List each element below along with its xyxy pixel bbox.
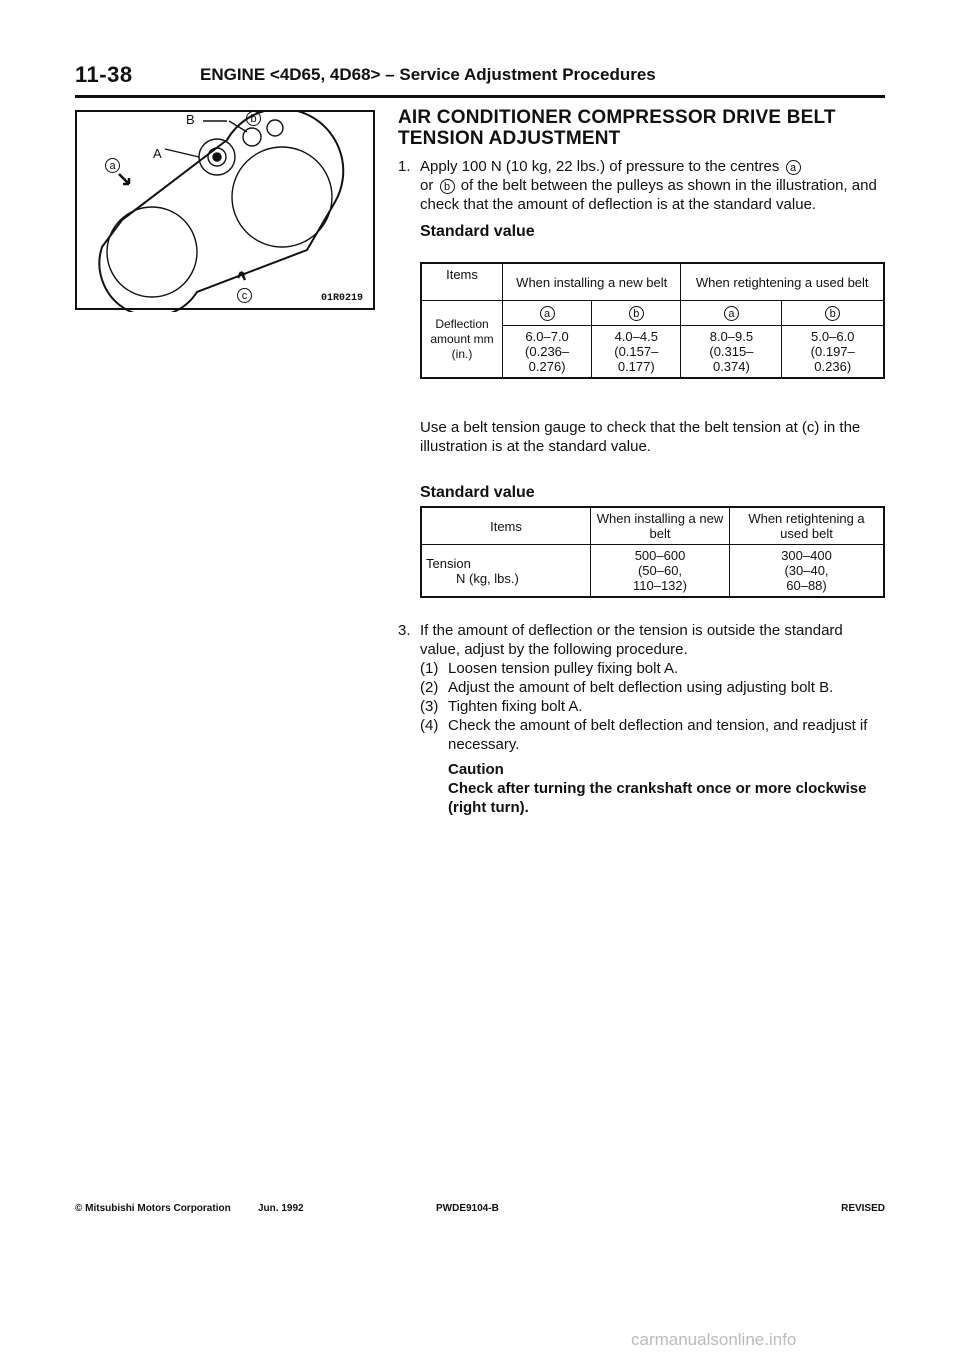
caution-text: Check after turning the crankshaft once or more clockwise (right turn).: [448, 780, 867, 816]
table1-new-belt-header: When installing a new belt: [503, 263, 681, 301]
table2-used-values: 300–400 (30–40, 60–88): [730, 545, 885, 598]
table1-cell: 4.0–4.5 (0.157– 0.177): [592, 326, 681, 379]
footer-date: Jun. 1992: [258, 1203, 304, 1214]
footer-doc-code: PWDE9104-B: [436, 1203, 499, 1214]
table1-sub-a2: a: [724, 306, 739, 321]
tension-gauge-paragraph: Use a belt tension gauge to check that the belt tension at (c) in the illustration is at the standard value.: [420, 419, 861, 455]
caution-block: [398, 760, 886, 817]
table1-sub-b2: b: [825, 306, 840, 321]
table1-cell: 6.0–7.0 (0.236– 0.276): [503, 326, 592, 379]
watermark: carmanualsonline.info: [631, 1330, 797, 1349]
table1-used-belt-header: When retightening a used belt: [681, 263, 884, 301]
table2-used-belt-header: When retightening a used belt: [730, 507, 885, 545]
substep: (4) Check the amount of belt deflection and tension, and readjust if necessary.: [420, 717, 868, 753]
substep: (3) Tighten fixing bolt A.: [420, 698, 583, 715]
page-number: 11-38: [75, 62, 133, 87]
circle-a: a: [786, 160, 801, 175]
table1-row-label: Deflection amount mm (in.): [421, 301, 503, 379]
belt-diagram-drawing: [77, 112, 377, 312]
table2-items-header: Items: [421, 507, 591, 545]
page-title: ENGINE <4D65, 4D68> – Service Adjustment Procedures: [200, 65, 656, 84]
step-text: If the amount of deflection or the tension is outside the standard value, adjust by the following procedure.: [420, 622, 843, 658]
label-bolt-b: B: [186, 112, 195, 127]
main-content: [398, 107, 885, 241]
table1-cell: 8.0–9.5 (0.315– 0.374): [681, 326, 782, 379]
label-point-a: a: [105, 158, 120, 173]
circle-b: b: [440, 179, 455, 194]
tension-table: [420, 506, 885, 598]
table1-sub-b: b: [629, 306, 644, 321]
standard-value-label-1: Standard value: [420, 223, 535, 240]
table1-cell: 5.0–6.0 (0.197– 0.236): [782, 326, 884, 379]
table2-new-belt-header: When installing a new belt: [591, 507, 730, 545]
substep: (1) Loosen tension pulley fixing bolt A.: [420, 660, 679, 677]
label-point-b: b: [246, 111, 261, 126]
section-title-line1: AIR CONDITIONER COMPRESSOR DRIVE BELT: [398, 107, 836, 128]
page-header: [75, 62, 885, 92]
footer-copyright: © Mitsubishi Motors Corporation: [75, 1203, 231, 1214]
label-bolt-a: A: [153, 146, 162, 161]
step-3: [398, 621, 886, 817]
table2-row-label: Tension N (kg, lbs.): [421, 545, 591, 598]
belt-diagram: [75, 110, 375, 310]
header-rule: [75, 95, 885, 98]
section-title-line2: TENSION ADJUSTMENT: [398, 128, 621, 149]
figure-code: 01R0219: [320, 293, 363, 304]
step-text-or: or: [420, 177, 434, 194]
deflection-table: [420, 262, 885, 379]
section-title: [398, 107, 885, 149]
footer-status: REVISED: [841, 1203, 885, 1214]
label-point-c: c: [237, 288, 252, 303]
step-number: 1.: [398, 158, 411, 175]
step-1: [398, 157, 885, 214]
substep: (2) Adjust the amount of belt deflection using adjusting bolt B.: [420, 679, 834, 696]
table2-new-values: 500–600 (50–60, 110–132): [591, 545, 730, 598]
table1-items-header: Items: [421, 263, 503, 301]
step-text: Apply 100 N (10 kg, 22 lbs.) of pressure to the centres: [420, 158, 780, 175]
standard-value-label-2: Standard value: [420, 484, 535, 501]
step-number: 3.: [398, 622, 411, 639]
table1-sub-a: a: [540, 306, 555, 321]
caution-title: Caution: [448, 761, 504, 778]
step-3-intro: [398, 621, 886, 659]
step-text-rest: of the belt between the pulleys as shown in the illustration, and check that the amount of deflection is at the standard value.: [420, 177, 877, 213]
